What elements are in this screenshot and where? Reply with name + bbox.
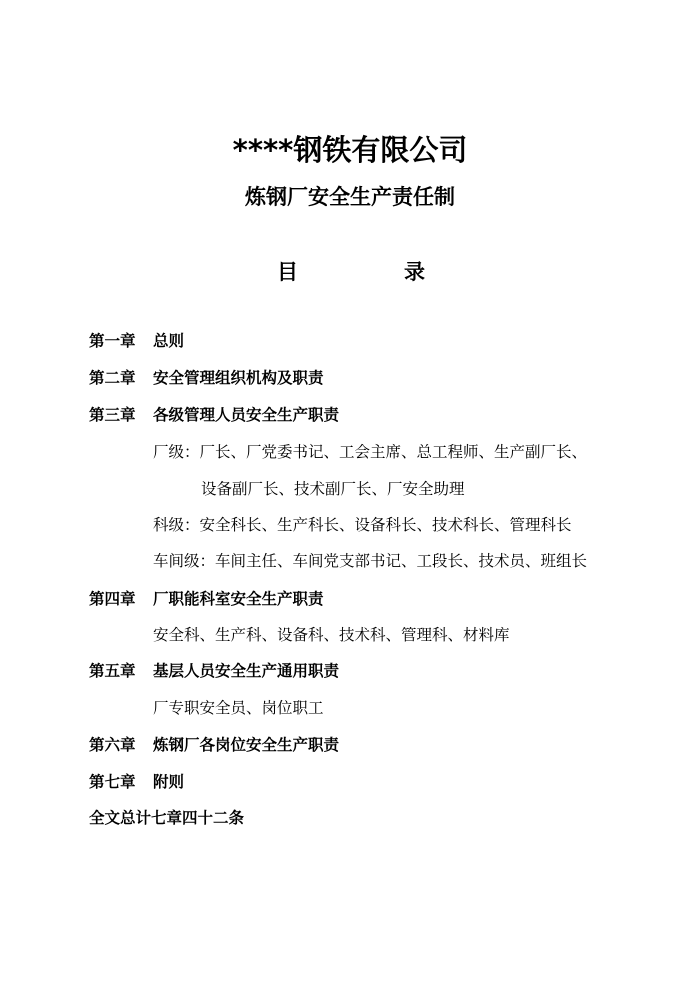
- chapter-title: 基层人员安全生产通用职责: [153, 662, 340, 680]
- chapter-number: 第一章: [89, 332, 136, 350]
- toc-heading-1: 目: [277, 260, 298, 284]
- toc-chapter-2: [89, 368, 324, 388]
- toc-detail-staff: 厂专职安全员、岗位职工: [153, 699, 324, 717]
- toc-detail-factory-level-cont: 设备副厂长、技术副厂长、厂安全助理: [201, 480, 465, 498]
- toc-detail-workshop-level: 车间级：车间主任、车间党支部书记、工段长、技术员、班组长: [153, 552, 588, 570]
- document-summary: 全文总计七章四十二条: [89, 809, 245, 827]
- toc-detail-section-level: 科级：安全科长、生产科长、设备科长、技术科长、管理科长: [153, 516, 572, 534]
- toc-chapter-3: [89, 405, 339, 425]
- chapter-number: 第二章: [89, 369, 136, 387]
- chapter-title: 总则: [153, 332, 185, 350]
- toc-chapter-4: [89, 589, 324, 609]
- chapter-number: 第五章: [89, 662, 136, 680]
- toc-heading-2: 录: [404, 260, 425, 284]
- toc-chapter-6: [89, 735, 339, 755]
- chapter-title: 安全管理组织机构及职责: [153, 369, 324, 387]
- toc-detail-factory-level: 厂级：厂长、厂党委书记、工会主席、总工程师、生产副厂长、: [153, 443, 588, 461]
- toc-detail-departments: 安全科、生产科、设备科、技术科、管理科、材料库: [153, 626, 510, 644]
- chapter-title: 炼钢厂各岗位安全生产职责: [153, 736, 340, 754]
- chapter-number: 第六章: [89, 736, 136, 754]
- chapter-title: 各级管理人员安全生产职责: [153, 406, 340, 424]
- toc-chapter-1: [89, 331, 184, 351]
- chapter-title: 附则: [153, 773, 185, 791]
- company-title: ****钢铁有限公司: [232, 133, 468, 167]
- toc-chapter-7: [89, 772, 184, 792]
- document-subtitle: 炼钢厂安全生产责任制: [245, 185, 455, 209]
- toc-chapter-5: [89, 661, 339, 681]
- chapter-number: 第四章: [89, 590, 136, 608]
- chapter-number: 第七章: [89, 773, 136, 791]
- chapter-number: 第三章: [89, 406, 136, 424]
- chapter-title: 厂职能科室安全生产职责: [153, 590, 324, 608]
